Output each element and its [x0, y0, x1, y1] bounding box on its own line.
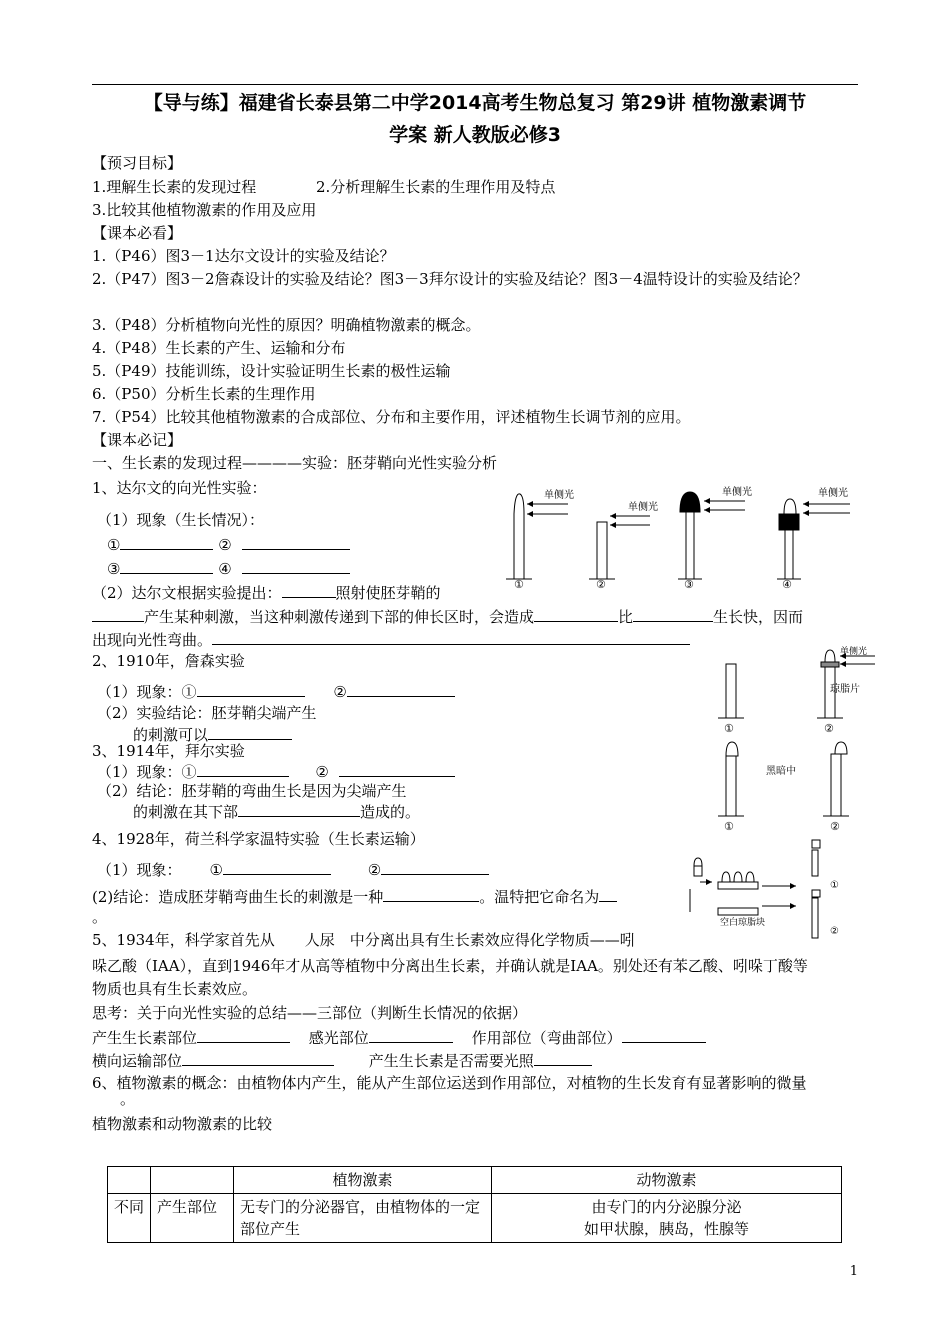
went-heading: 4、1928年，荷兰科学家温特实验（生长素运输）	[92, 830, 425, 848]
coleoptile-with-agar-2	[812, 890, 820, 938]
text: （1）现象：①	[97, 683, 197, 701]
text: 生长快，因而	[713, 608, 804, 626]
must-remember-heading: 【课本必记】	[92, 431, 183, 449]
coleoptile-tip-covered	[678, 492, 702, 579]
answer-blank[interactable]	[120, 533, 213, 550]
coleoptile-base-covered	[777, 499, 801, 579]
table-cell	[492, 1194, 842, 1243]
answer-blank[interactable]	[197, 680, 305, 697]
table-row-header: 不同	[108, 1194, 151, 1243]
text: 产生某种刺激，当这种刺激传递到下部的伸长区时，会造成	[144, 608, 535, 626]
hormone-concept: 6、植物激素的概念：由植物体内产生，能从产生部位运送到作用部位，对植物的生长发育有显著影响的微量	[92, 1074, 807, 1092]
text: 的刺激可以	[133, 726, 209, 744]
coleoptile-tip-shifted	[718, 742, 744, 816]
coleoptile-decapitated	[589, 522, 615, 579]
text: 照射使胚芽鞘的	[335, 584, 441, 602]
answer-blank[interactable]	[383, 885, 479, 902]
table-header: 动物激素	[492, 1167, 842, 1194]
darwin-conclusion-1	[92, 581, 441, 604]
blank-agar	[718, 908, 758, 915]
hormone-concept-end: 。	[120, 1090, 136, 1108]
num-2: ②	[333, 683, 347, 701]
text: 出现向光性弯曲。	[92, 631, 213, 649]
answer-blank[interactable]	[120, 557, 213, 574]
text: （2）达尔文根据实验提出：	[92, 584, 282, 602]
table-cell	[108, 1167, 151, 1194]
text: 的刺激在其下部	[133, 803, 239, 821]
text: 造成的。	[360, 803, 421, 821]
fig-num: ②	[596, 578, 606, 591]
fig-num: ①	[724, 820, 734, 833]
dark-label: 黑暗中	[766, 766, 796, 777]
num-4: ④	[218, 560, 232, 578]
went-experiment-figure	[684, 836, 864, 942]
light-arrows	[840, 656, 875, 664]
num-1: ①	[209, 861, 223, 879]
table-cell: 无专门的分泌器官，由植物体的一定部位产生	[234, 1194, 492, 1243]
read-item-1: 1.（P46）图3－1达尔文设计的实验及结论？	[92, 247, 395, 265]
title-line2: 学案 新人教版必修3	[389, 124, 561, 146]
answer-blank[interactable]	[339, 760, 455, 777]
answer-blank[interactable]	[238, 800, 360, 817]
sites-row-2	[92, 1049, 592, 1072]
read-item-7: 7.（P54）比较其他植物激素的合成部位、分布和主要作用，评述植物生长调节剂的应用。	[92, 408, 691, 426]
fig-num: ②	[830, 926, 839, 937]
goal-2: 2.分析理解生长素的生理作用及特点	[316, 178, 556, 196]
fig-num: ④	[782, 578, 792, 591]
read-item-3: 3.（P48）分析植物向光性的原因？明确植物激素的概念。	[92, 316, 481, 334]
num-2: ②	[315, 763, 329, 781]
answer-blank[interactable]	[242, 533, 350, 550]
answer-blank[interactable]	[242, 557, 350, 574]
jensen-phenomenon	[97, 680, 455, 703]
answer-blank[interactable]	[223, 858, 331, 875]
text: 产生生长素是否需要光照	[368, 1052, 534, 1070]
fig-num: ①	[514, 578, 524, 591]
read-item-5: 5.（P49）技能训练，设计实验证明生长素的极性运输	[92, 362, 451, 380]
read-item-4: 4.（P48）生长素的产生、运输和分布	[92, 339, 346, 357]
answer-blank[interactable]	[633, 605, 713, 622]
coleoptile-decapitated	[718, 664, 744, 718]
paal-experiment-figure	[710, 738, 880, 834]
text: 。温特把它命名为	[479, 888, 600, 906]
answer-blank[interactable]	[212, 628, 690, 645]
title-line1: 【导与练】福建省长泰县第二中学2014高考生物总复习 第29讲 植物激素调节	[143, 92, 807, 114]
light-label: 单侧光	[840, 647, 868, 657]
went-conclusion	[92, 885, 617, 908]
went-conclusion-end: 。	[92, 908, 108, 926]
think-question: 思考：关于向光性实验的总结——三部位（判断生长情况的依据）	[92, 1004, 528, 1022]
coleoptile-tip-shifted	[823, 742, 849, 816]
text: （1）现象：	[97, 861, 182, 879]
answer-blank[interactable]	[381, 858, 489, 875]
table-row-header: 产生部位	[151, 1194, 234, 1243]
goal-3: 3.比较其他植物激素的作用及应用	[92, 201, 317, 219]
iaa-line-3: 物质也具有生长素效应。	[92, 980, 258, 998]
table-header: 植物激素	[234, 1167, 492, 1194]
light-arrows	[527, 504, 568, 514]
answer-blank[interactable]	[347, 680, 455, 697]
light-label: 单侧光	[722, 487, 752, 498]
answer-blank[interactable]	[369, 1026, 453, 1043]
num-2: ②	[218, 536, 232, 554]
preview-heading: 【预习目标】	[92, 154, 183, 172]
comparison-caption: 植物激素和动物激素的比较	[92, 1115, 273, 1133]
iaa-line-1: 5、1934年，科学家首先从 人尿 中分离出具有生长素效应得化学物质——吲	[92, 931, 635, 949]
tips-on-agar	[718, 872, 758, 889]
darwin-conclusion-3	[92, 628, 690, 651]
darwin-experiment-figure	[500, 484, 870, 594]
num-1: ①	[107, 536, 121, 554]
light-arrows	[803, 504, 850, 513]
hormone-comparison-table	[107, 1166, 842, 1243]
fig-num: ②	[830, 820, 840, 833]
darwin-blanks-row1	[107, 533, 350, 556]
paal-conclusion-2	[133, 800, 420, 823]
cell-line: 如甲状腺，胰岛，性腺等	[583, 1220, 749, 1238]
read-item-6: 6.（P50）分析生长素的生理作用	[92, 385, 316, 403]
text: （1）现象：①	[97, 763, 197, 781]
light-label: 单侧光	[544, 490, 574, 501]
text: 产生生长素部位	[92, 1029, 198, 1047]
fig-num: ①	[724, 722, 734, 735]
light-arrows	[610, 516, 650, 525]
paal-conclusion-1: （2）结论：胚芽鞘的弯曲生长是因为尖端产生	[97, 782, 407, 800]
answer-blank[interactable]	[622, 1026, 706, 1043]
answer-blank[interactable]	[282, 581, 336, 598]
must-read-heading: 【课本必看】	[92, 224, 183, 242]
darwin-phenomenon: （1）现象（生长情况）：	[97, 511, 265, 529]
went-phenomenon	[97, 858, 489, 881]
answer-blank[interactable]	[197, 1026, 290, 1043]
read-item-2: 2.（P47）图3－2詹森设计的实验及结论？图3－3拜尔设计的实验及结论？图3－4温特设计的实验及结论？	[92, 270, 808, 288]
goal-1: 1.理解生长素的发现过程	[92, 178, 257, 196]
sites-row-1	[92, 1026, 706, 1049]
darwin-blanks-row2	[107, 557, 350, 580]
coleoptile-tip	[694, 858, 702, 876]
jensen-conclusion-1: （2）实验结论：胚芽鞘尖端产生	[97, 704, 317, 722]
table-cell	[151, 1167, 234, 1194]
fig-num: ②	[824, 722, 834, 735]
answer-blank[interactable]	[182, 1049, 334, 1066]
light-arrows	[704, 501, 745, 510]
answer-blank[interactable]	[208, 723, 292, 740]
text: 横向运输部位	[92, 1052, 183, 1070]
cell-line: 由专门的内分泌腺分泌	[591, 1198, 742, 1216]
answer-blank[interactable]	[534, 605, 618, 622]
text: (2)结论：造成胚芽鞘弯曲生长的刺激是一种	[92, 888, 384, 906]
jensen-heading: 2、1910年，詹森实验	[92, 652, 245, 670]
blank-agar-label: 空白琼脂块	[720, 918, 766, 928]
table-row	[108, 1194, 842, 1243]
paal-heading: 3、1914年，拜尔实验	[92, 742, 245, 760]
iaa-line-2: 哚乙酸（IAA），直到1946年才从高等植物中分离出生长素，并确认就是IAA。别处还有苯乙酸、吲哚丁酸等	[92, 957, 808, 975]
num-3: ③	[107, 560, 121, 578]
darwin-heading: 1、达尔文的向光性实验：	[92, 479, 267, 497]
darwin-conclusion-2	[92, 605, 803, 628]
coleoptile-with-agar-1	[812, 840, 820, 876]
part-1-heading: 一、生长素的发现过程————实验：胚芽鞘向光性实验分析	[92, 454, 498, 472]
answer-blank[interactable]	[599, 885, 617, 902]
coleoptile-bent	[506, 494, 532, 579]
table-row	[108, 1167, 842, 1194]
light-label: 单侧光	[818, 488, 848, 499]
jensen-experiment-figure	[710, 646, 880, 736]
header-rule	[92, 84, 858, 85]
agar-label: 琼脂片	[830, 684, 860, 695]
answer-blank[interactable]	[92, 605, 144, 622]
fig-num: ③	[684, 578, 694, 591]
fig-num: ①	[830, 880, 839, 891]
num-2: ②	[367, 861, 382, 879]
page-number: 1	[849, 1264, 858, 1279]
answer-blank[interactable]	[534, 1049, 592, 1066]
text: 作用部位（弯曲部位）	[471, 1029, 622, 1047]
answer-blank[interactable]	[197, 760, 289, 777]
light-label: 单侧光	[628, 502, 658, 513]
text: 感光部位	[308, 1029, 369, 1047]
text: 比	[618, 608, 634, 626]
